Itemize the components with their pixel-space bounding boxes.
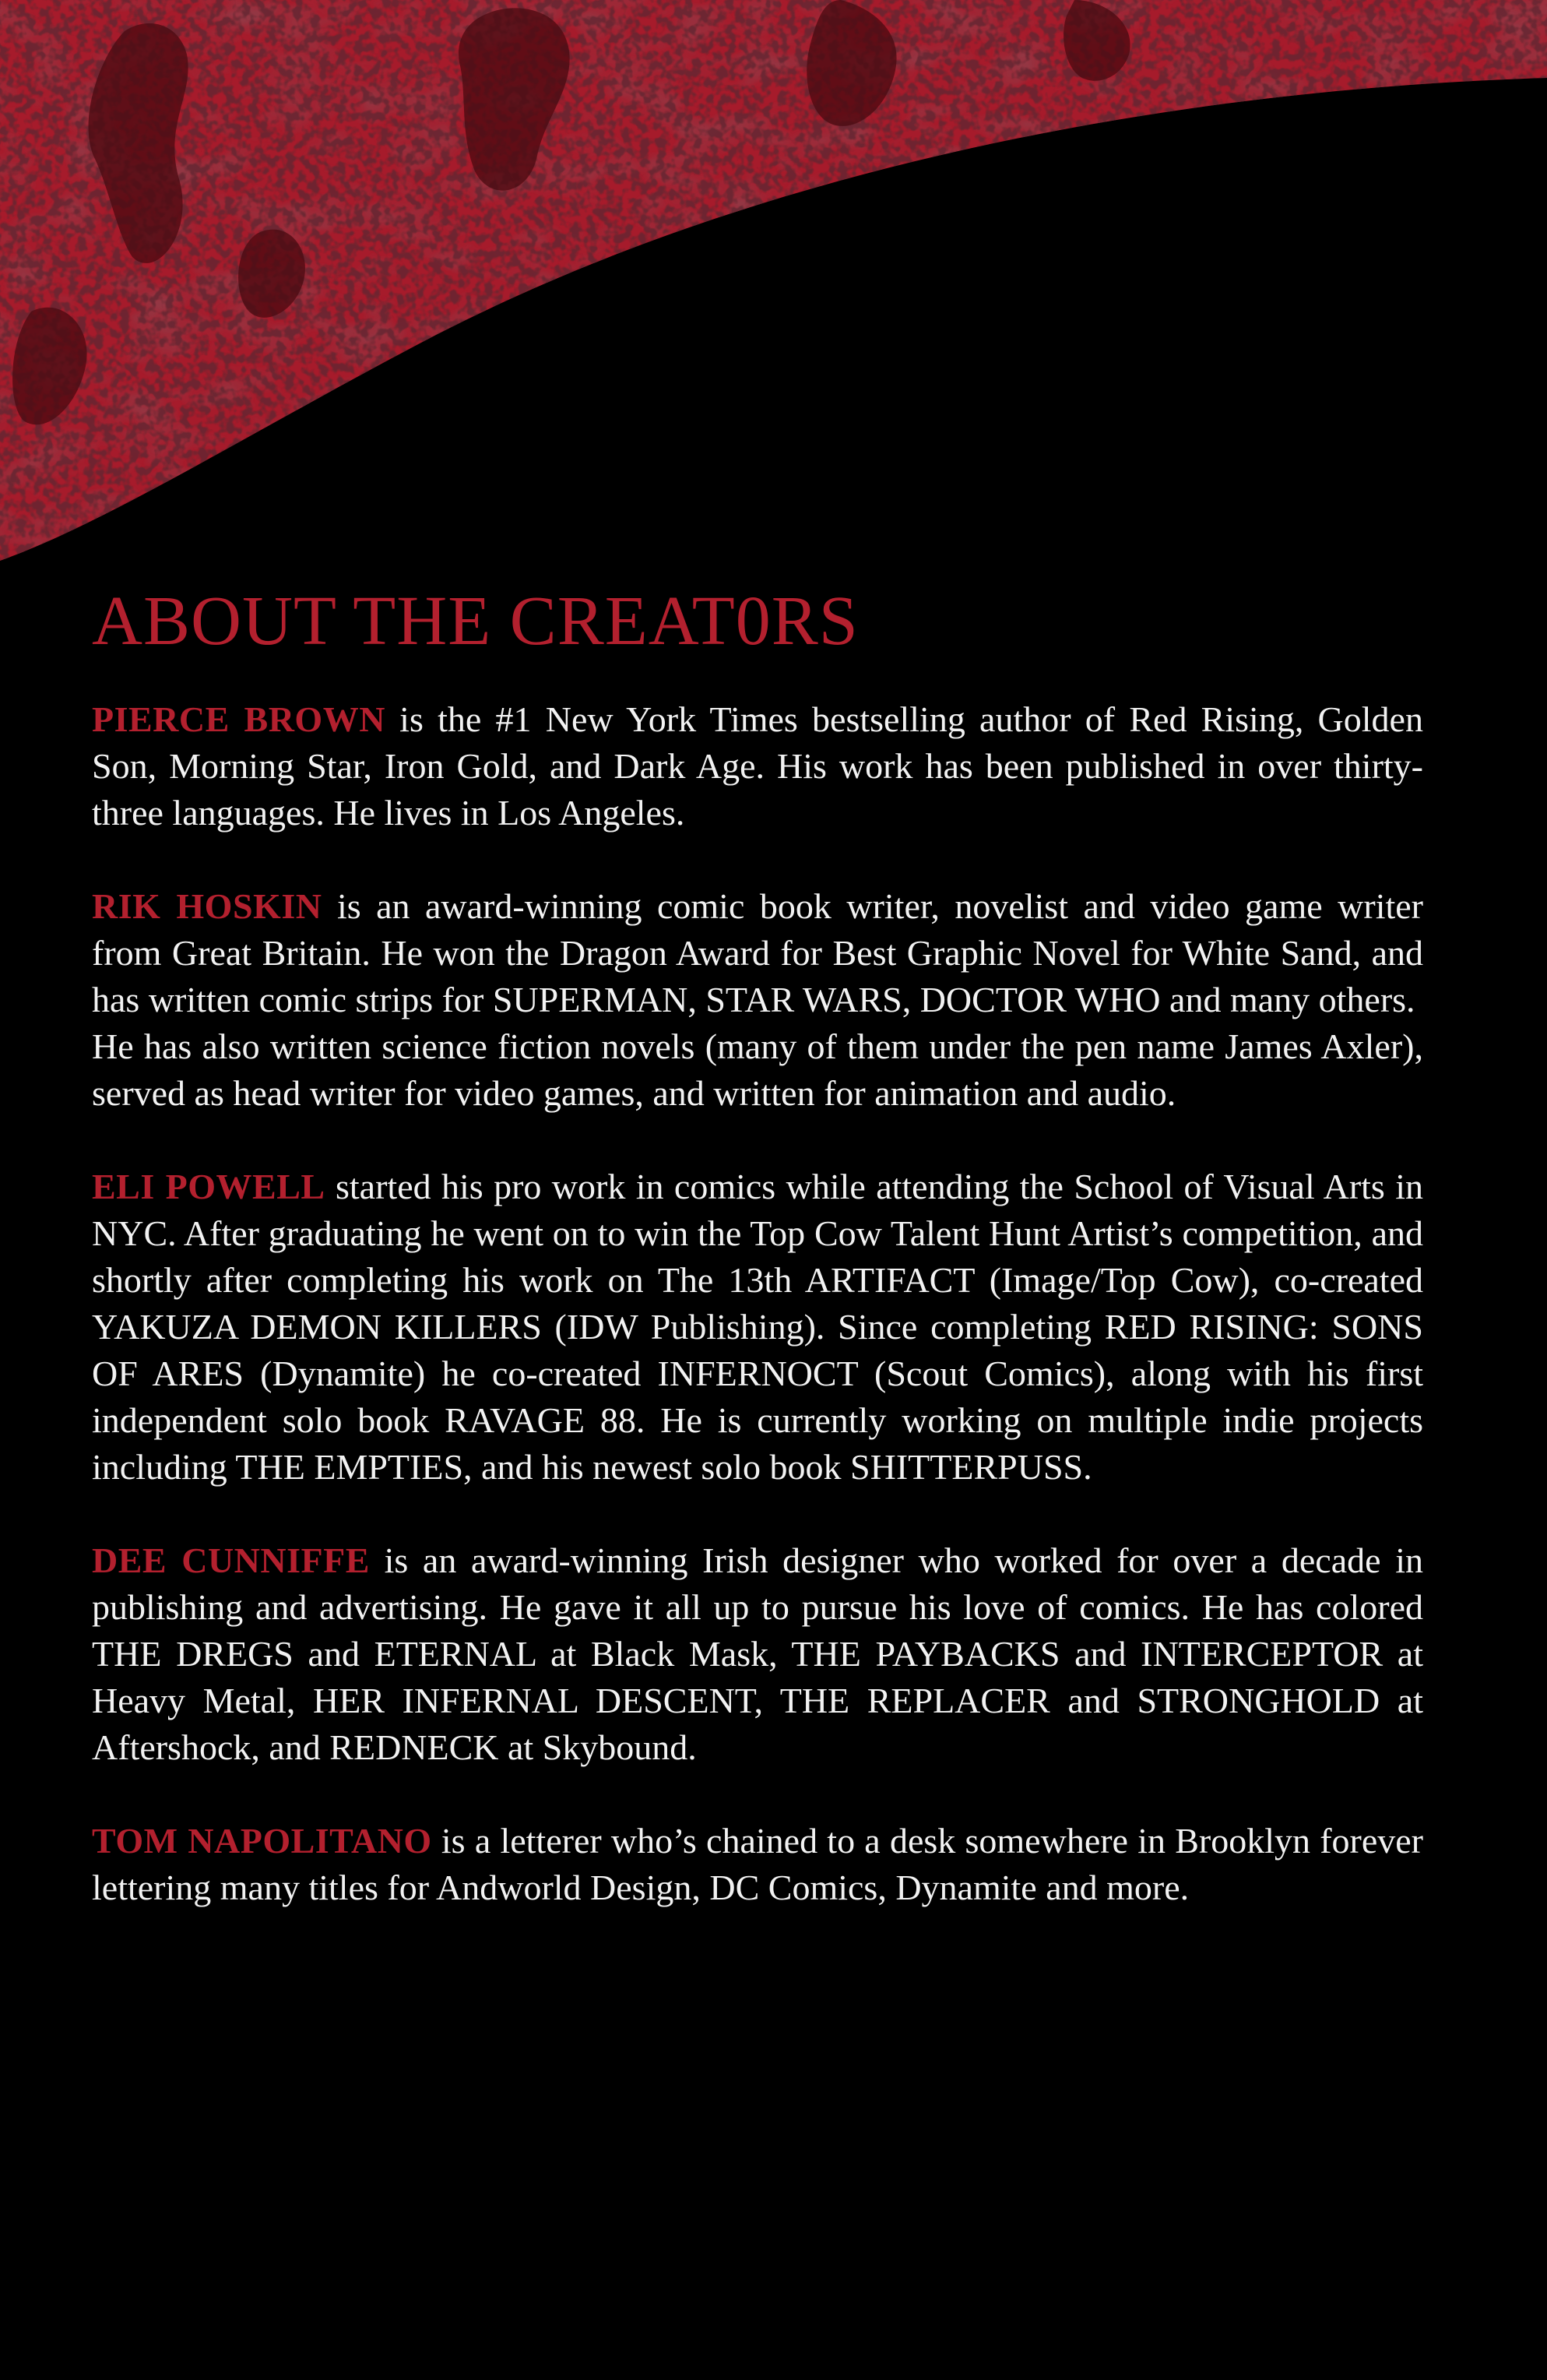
creator-name: RIK HOSKIN <box>92 885 322 926</box>
bio-text: is a letterer who’s chained to a desk somewhere in Brooklyn forever lettering many titles for Andworld Design, DC Comics, Dynamite and more. <box>92 1820 1424 1907</box>
bio-paragraph <box>92 883 1423 1023</box>
creator-bio-pierce-brown <box>92 696 1423 836</box>
creator-bio-rik-hoskin <box>92 883 1423 1117</box>
header-artwork <box>0 0 1547 592</box>
bio-paragraph <box>92 1818 1423 1911</box>
bio-text: is the #1 New York Times bestselling author of Red Rising, Golden Son, Morning Star, Iron Gold, and Dark Age. His work has been published in over thirty-three languages. He lives in Los Angeles. <box>92 699 1423 833</box>
banner-specks <box>0 0 1547 561</box>
creators-section <box>92 581 1423 1958</box>
bio-text: started his pro work in comics while attending the School of Visual Arts in NYC. After graduating he went on to win the Top Cow Talent Hunt Artist’s competition, and shortly after completing his work on The 13th ARTIFACT (Image/Top Cow), co-created YAKUZA DEMON KILLERS (IDW Publishing). Since completing RED RISING: SONS OF ARES (Dynamite) he co-created INFERNOCT (Scout Comics), along with his first independent solo book RAVAGE 88. He is currently working on multiple indie projects including THE EMPTIES, and his newest solo book SHITTERPUSS. <box>92 1166 1423 1487</box>
bio-paragraph <box>92 1537 1423 1771</box>
creator-bio-eli-powell <box>92 1164 1423 1491</box>
bio-paragraph <box>92 1023 1423 1117</box>
bio-text: is an award-winning Irish designer who worked for over a decade in publishing and advertising. He gave it all up to pursue his love of comics. He has colored THE DREGS and ETERNAL at Black Mask, THE PAYBACKS and INTERCEPTOR at Heavy Metal, HER INFERNAL DESCENT, THE REPLACER and STRONGHOLD at Aftershock, and REDNECK at Skybound. <box>92 1540 1423 1767</box>
page-title: ABOUT THE CREAT0RS <box>92 583 859 660</box>
bio-paragraph <box>92 1164 1423 1491</box>
creator-name: DEE CUNNIFFE <box>92 1540 370 1580</box>
bio-text: is an award-winning comic book writer, novelist and video game writer from Great Britain. He won the Dragon Award for Best Graphic Novel for White Sand, and has written comic strips for SUPERMAN, STAR WARS, DOCTOR WHO and many others. <box>92 885 1423 1019</box>
creator-bio-dee-cunniffe <box>92 1537 1423 1771</box>
creator-name: ELI POWELL <box>92 1166 325 1206</box>
creator-name: TOM NAPOLITANO <box>92 1820 432 1861</box>
bio-paragraph <box>92 696 1423 836</box>
bio-text: He has also written science fiction novels (many of them under the pen name James Axler), served as head writer for video games, and written for animation and audio. <box>92 1026 1423 1113</box>
creator-name: PIERCE BROWN <box>92 699 385 739</box>
creator-bio-tom-napolitano <box>92 1818 1423 1911</box>
